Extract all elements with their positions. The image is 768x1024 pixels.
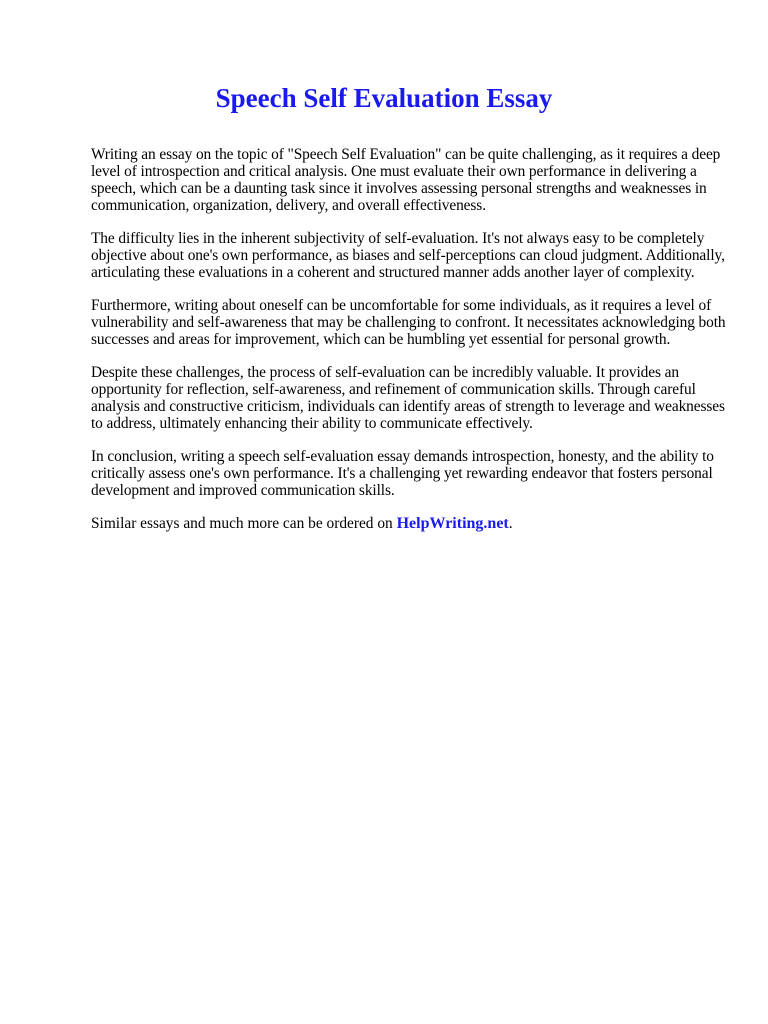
closing-prefix: Similar essays and much more can be ordered on [91,515,397,532]
helpwriting-link[interactable]: HelpWriting.net [396,515,509,532]
closing-line [91,515,731,532]
essay-body [91,146,731,532]
paragraph-3: Furthermore, writing about oneself can be uncomfortable for some individuals, as it requires a level of vulnerability and self-awareness that may be challenging to confront. It necessitates acknowledging both successes and areas for improvement, which can be humbling yet essential for personal growth. [91,297,726,348]
closing-suffix: . [508,515,513,532]
paragraph-4: Despite these challenges, the process of self-evaluation can be incredibly valuable. It provides an opportunity for reflection, self-awareness, and refinement of communication skills. Through careful analysis and constructive criticism, individuals can identify areas of strength to leverage and weaknesses to address, ultimately enhancing their ability to communicate effectively. [91,364,725,432]
paragraph-2: The difficulty lies in the inherent subjectivity of self-evaluation. It's not always easy to be completely objective about one's own performance, as biases and self-perceptions can cloud judgment. Additionally, articulating these evaluations in a coherent and structured manner adds another layer of complexity. [91,230,725,281]
paragraph-5: In conclusion, writing a speech self-evaluation essay demands introspection, honesty, and the ability to critically assess one's own performance. It's a challenging yet rewarding endeavor that fosters personal development and improved communication skills. [91,448,714,499]
paragraph-1: Writing an essay on the topic of "Speech Self Evaluation" can be quite challenging, as it requires a deep level of introspection and critical analysis. One must evaluate their own performance in delivering a speech, which can be a daunting task since it involves assessing personal strengths and weaknesses in communication, organization, delivery, and overall effectiveness. [91,146,721,214]
page-title: Speech Self Evaluation Essay [215,83,553,113]
